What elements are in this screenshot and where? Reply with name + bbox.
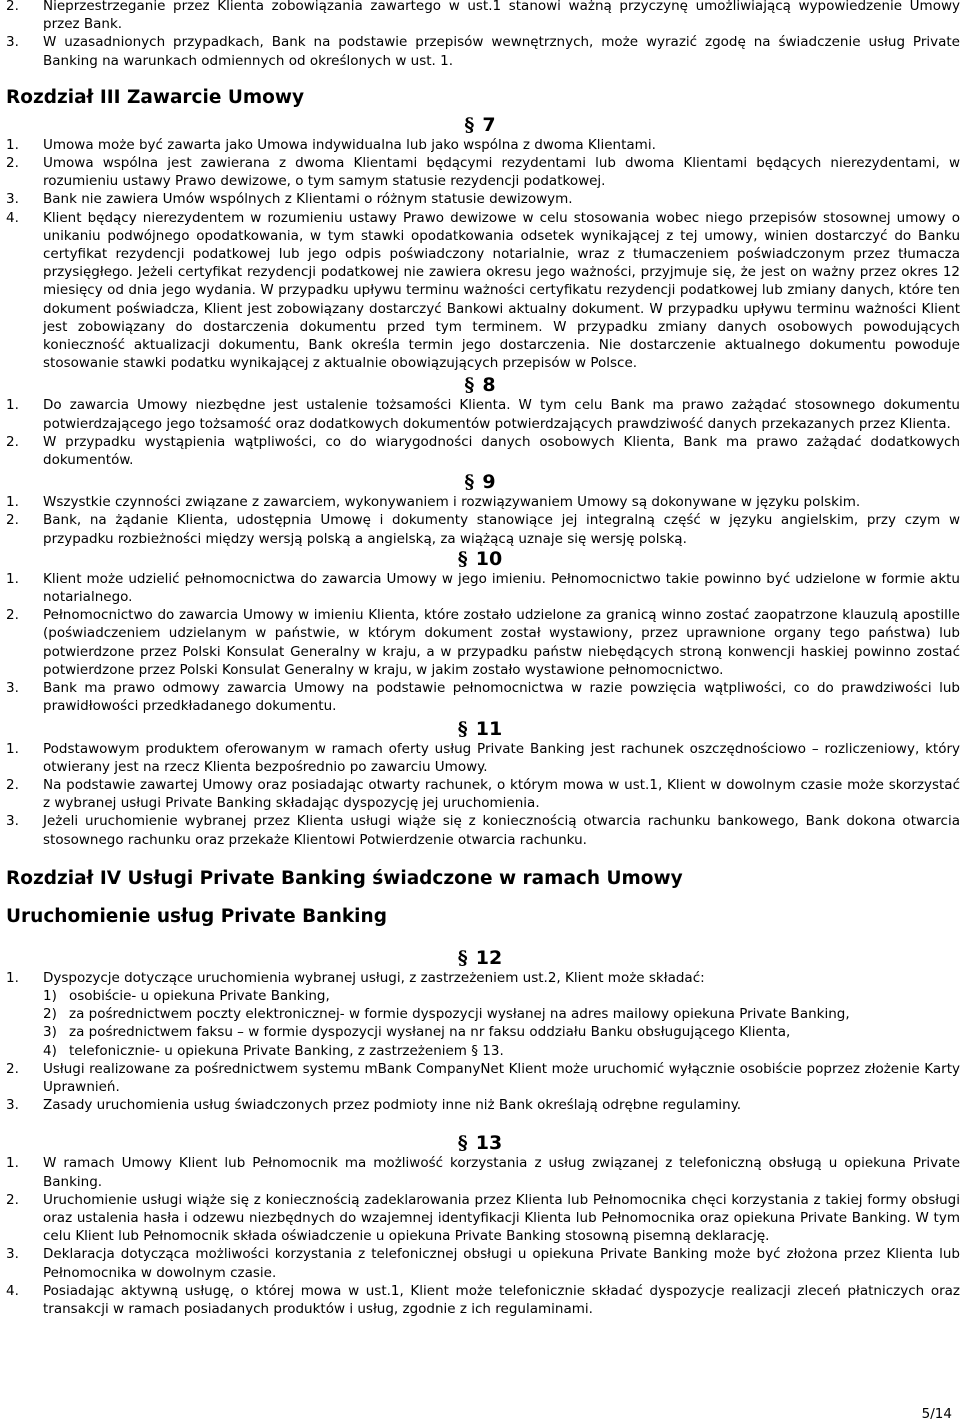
- paragraph-12-list: [0, 969, 960, 1115]
- list-item: 2. Usługi realizowane za pośrednictwem systemu mBank CompanyNet Klient może uruchomić wyłącznie osobiście poprzez złożenie Karty Uprawnień.: [6, 1060, 960, 1095]
- list-item: 1. Dyspozycje dotyczące uruchomienia wybranej usługi, z zastrzeżeniem ust.2, Klient może składać: 1) osobiście- u opiekuna Private Banking, 2) za pośrednictwem poczty elektronicznej- w formie dyspozycji wysłanej na adres mailowy opiekuna Private Banking, 3) za pośrednictwem faksu – w formie dyspozycji wysłanej na nr faksu oddziału Banku obsługującego Klienta, 4) telefonicznie- u opiekuna Private Banking, z zastrzeżeniem § 13.: [0, 969, 960, 1060]
- list-item: 1. Do zawarcia Umowy niezbędne jest ustalenie tożsamości Klienta. W tym celu Bank ma prawo zażądać stosownego dokumentu potwierdzającego jego tożsamość oraz dodatkowych dokumentów potwierdzających prawdziwość danych przekazanych przez Klienta.: [6, 397, 960, 432]
- paragraph-11-heading: § 11: [457, 717, 503, 740]
- list-item: 1. Umowa może być zawarta jako Umowa indywidualna lub jako wspólna z dwoma Klientami.: [6, 136, 656, 153]
- paragraph-7-list: [0, 136, 960, 373]
- list-item: 2. Nieprzestrzeganie przez Klienta zobowiązania zawartego w ust.1 stanowi ważną przyczynę umożliwiającą wypowiedzenie Umowy przez Bank.: [6, 0, 960, 33]
- sub-list-item: 2) za pośrednictwem poczty elektronicznej- w formie dyspozycji wysłanej na adres mailowy opiekuna Private Banking,: [43, 1006, 850, 1023]
- paragraph-12-heading: § 12: [457, 946, 503, 969]
- list-item: 1. W ramach Umowy Klient lub Pełnomocnik ma możliwość korzystania z usług związanej z telefoniczną obsługą u opiekuna Private Banking.: [6, 1155, 960, 1190]
- list-item: 3. Bank ma prawo odmowy zawarcia Umowy na podstawie pełnomocnictwa w razie powzięcia wątpliwości, co do prawdziwości lub prawidłowości przedkładanego dokumentu.: [6, 680, 960, 715]
- paragraph-11-list: [0, 740, 960, 849]
- paragraph-9-heading: § 9: [464, 471, 496, 494]
- list-item: 3. Deklaracja dotycząca możliwości korzystania z telefonicznej obsługi u opiekuna Private Banking może być złożona przez Klienta lub Pełnomocnika w dowolnym czasie.: [6, 1246, 960, 1281]
- chapter-4-title: Rozdział IV Usługi Private Banking świadczone w ramach Umowy: [6, 867, 683, 889]
- sub-list-item: 4) telefonicznie- u opiekuna Private Banking, z zastrzeżeniem § 13.: [43, 1042, 504, 1059]
- list-item: 3. Jeżeli uruchomienie wybranej przez Klienta usługi wiąże się z koniecznością otwarcia rachunku bankowego, Bank dokona otwarcia stosownego rachunku oraz przekaże Klientowi Potwierdzenie otwarcia rachunku.: [6, 813, 960, 848]
- paragraph-8-heading: § 8: [464, 374, 496, 397]
- sub-list-item: 1) osobiście- u opiekuna Private Banking,: [43, 987, 330, 1004]
- list-item: 3. Bank nie zawiera Umów wspólnych z Klientami o różnym statusie dewizowym.: [6, 191, 573, 208]
- paragraph-10-heading: § 10: [457, 547, 503, 570]
- paragraph-9-list: [0, 493, 960, 548]
- section-sign: §: [464, 113, 475, 136]
- top-list: [0, 0, 960, 70]
- paragraph-8-list: [0, 396, 960, 469]
- sub-list-item: 3) za pośrednictwem faksu – w formie dyspozycji wysłanej na nr faksu oddziału Banku obsługującego Klienta,: [43, 1024, 791, 1041]
- section-sign: §: [457, 1132, 468, 1155]
- list-item: 2. Uruchomienie usługi wiąże się z koniecznością zadeklarowania przez Klienta lub Pełnomocnika chęci korzystania z takiej formy obsługi oraz ustalenia hasła i odzewu niezbędnych do wzajemnej identyfikacji Klienta lub Pełnomocnika oraz opiekuna Private Banking. W tym celu Klient lub Pełnomocnik składa oświadczenie u opiekuna Private Banking stosowną pisemną deklarację.: [6, 1191, 960, 1245]
- chapter-3-title: Rozdział III Zawarcie Umowy: [6, 86, 305, 108]
- paragraph-13-heading: § 13: [457, 1132, 503, 1155]
- section-sign: §: [457, 946, 468, 969]
- page-number: 5/14: [921, 1406, 952, 1422]
- paragraph-13-list: [0, 1154, 960, 1318]
- paragraph-7-heading: § 7: [464, 113, 496, 136]
- section-sign: §: [457, 717, 468, 740]
- list-item: 1. Podstawowym produktem oferowanym w ramach oferty usług Private Banking jest rachunek oszczędnościowo – rozliczeniowy, który otwierany jest na rzecz Klienta bezpośrednio po zawarciu Umowy.: [6, 740, 960, 775]
- list-item: 3. Zasady uruchomienia usług świadczonych przez podmioty inne niż Bank określają odrębne regulaminy.: [6, 1097, 742, 1114]
- list-item: 1. Klient może udzielić pełnomocnictwa do zawarcia Umowy w jego imieniu. Pełnomocnictwo takie powinno być udzielone w formie aktu notarialnego.: [6, 570, 960, 606]
- chapter-4-subtitle: Uruchomienie usług Private Banking: [6, 905, 387, 927]
- list-item: 3. W uzasadnionych przypadkach, Bank na podstawie przepisów wewnętrznych, może wyrazić zgodę na świadczenie usług Private Banking na warunkach odmiennych od określonych w ust. 1.: [6, 34, 960, 69]
- list-item: 2. Na podstawie zawartej Umowy oraz posiadając otwarty rachunek, o którym mowa w ust.1, Klient w dowolnym czasie może skorzystać z wybranej usługi Private Banking składając dyspozycję jej uruchomienia.: [6, 776, 960, 812]
- section-sign: §: [464, 374, 475, 397]
- list-item: 4. Klient będący nierezydentem w rozumieniu ustawy Prawo dewizowe w celu stosowania wobec niego przepisów stosownej umowy o unikaniu podwójnego opodatkowania, w tym stawki opodatkowania odsetek wynikającej z tej umowy, winien dostarczyć do Banku certyfikat rezydencji podatkowej lub jego odpis poświadczony notarialnie, wraz z tłumaczeniem poświadczonym przez tłumacza przysięgłego. Jeżeli certyfikat rezydencji podatkowej nie zawiera okresu jego ważności, przyjmuje się, że jest on ważny przez okres 12 miesięcy od dnia jego wydania. W przypadku upływu terminu ważności certyfikatu rezydencji podatkowej lub zmiany danych, które ten dokument poświadcza, Klient jest zobowiązany dostarczyć Bankowi aktualny dokument. W przypadku upływu terminu ważności Klient jest zobowiązany do dostarczenia dokumentu przed tym terminem. W przypadku zmiany danych osobowych powodujących konieczność aktualizacji dokumentu, Bank określa termin jego dostarczenia. Nie dostarczenie aktualnego dokumentu powoduje stosowanie stawki podatku wynikającej z aktualnie obowiązujących przepisów w Polsce.: [6, 209, 960, 372]
- list-item: 2. W przypadku wystąpienia wątpliwości, co do wiarygodności danych osobowych Klienta, Bank ma prawo zażądać dodatkowych dokumentów.: [6, 433, 960, 469]
- list-item: 2. Umowa wspólna jest zawierana z dwoma Klientami będącymi rezydentami lub dwoma Klientami będących nierezydentami, w rozumieniu ustawy Prawo dewizowe, o tym samym statusie rezydencji podatkowej.: [6, 155, 960, 190]
- section-sign: §: [464, 471, 475, 494]
- list-item: 1. Wszystkie czynności związane z zawarciem, wykonywaniem i rozwiązywaniem Umowy są dokonywane w języku polskim.: [6, 494, 861, 511]
- section-sign: §: [457, 547, 468, 570]
- list-item: 2. Bank, na żądanie Klienta, udostępnia Umowę i dokumenty stanowiące jej integralną część w języku angielskim, przy czym w przypadku rozbieżności między wersją polską a angielską, za wiążącą uznaje się wersję polską.: [6, 512, 960, 547]
- list-item: 2. Pełnomocnictwo do zawarcia Umowy w imieniu Klienta, które zostało udzielone za granicą winno zostać zaopatrzone klauzulą apostille (poświadczeniem udzielanym w państwie, w którym dokument został wystawiony, przez uprawnione organy tego państwa) lub potwierdzone przez Polski Konsulat Generalny w kraju, a w przypadku państw niebędących stroną konwencji haskiej powinno zostać potwierdzone przez Polski Konsulat Generalny w kraju, w jakim zostało wystawione pełnomocnictwo.: [6, 607, 960, 678]
- paragraph-10-list: [0, 570, 960, 716]
- list-item: 4. Posiadając aktywną usługę, o której mowa w ust.1, Klient może telefonicznie składać dyspozycje realizacji zleceń płatniczych oraz transakcji w ramach posiadanych produktów i usług, zgodnie z ich regulaminami.: [6, 1282, 960, 1317]
- sub-list: [43, 987, 960, 1060]
